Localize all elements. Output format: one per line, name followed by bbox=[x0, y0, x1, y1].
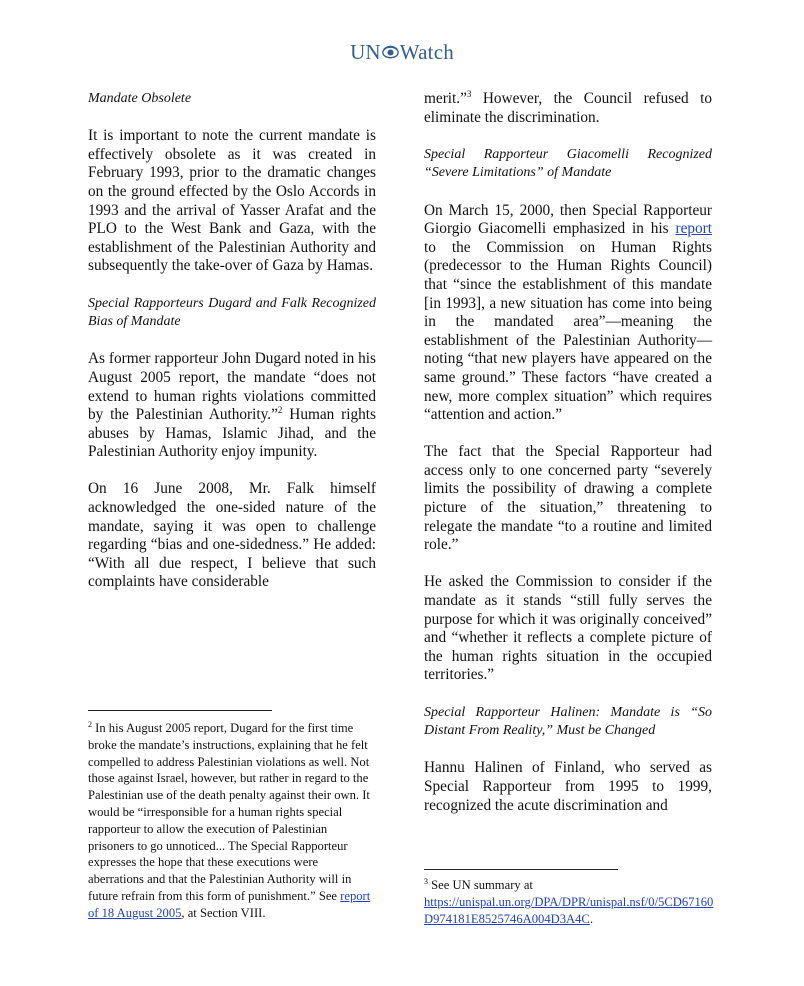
paragraph-giacomelli bbox=[424, 202, 712, 425]
footnote-3-tail: . bbox=[589, 911, 593, 926]
logo-text-watch: Watch bbox=[399, 40, 454, 64]
footnote-2 bbox=[88, 720, 376, 922]
paragraph-giacomelli-text-2: to the Commission on Human Rights (predecessor to the Human Rights Council) that “since the establishment of this mandate [in 1993], a new situation has come into being in the mandated area”—meaning the establishment of the Palestinian Authority— noting “that new players have appeared on the same ground.” These factors “have created a new, more complex situation” which requires “attention and action.” bbox=[424, 238, 712, 424]
paragraph-dugard-text: As former rapporteur John Dugard noted in his August 2005 report, the mandate “does not extend to human rights violations committed by the Palestinian Authority.” bbox=[88, 350, 376, 424]
paragraph-merit-text: merit.” bbox=[424, 90, 467, 107]
footnote-3-text: See UN summary at bbox=[428, 878, 533, 892]
footnote-2-number: 2 bbox=[88, 720, 92, 729]
eye-icon bbox=[382, 44, 399, 61]
heading-mandate-obsolete: Mandate Obsolete bbox=[88, 91, 192, 106]
heading-dugard-falk: Special Rapporteurs Dugard and Falk Recognized Bias of Mandate bbox=[88, 295, 376, 330]
paragraph-obsolete: It is important to note the current mandate is effectively obsolete as it was created in February 1993, prior to the dramatic changes on the ground effected by the Oslo Accords in 1993 and the arrival of Yasser Arafat and the PLO to the West Bank and Gaza, with the establishment of the Palestinian Authority and subsequently the take-over of Gaza by Hamas. bbox=[88, 127, 376, 275]
footnote-2-text: In his August 2005 report, Dugard for the first time broke the mandate’s instructions, explaining that he felt compelled to address Palestinian violations as well. Not those against Israel, however, but rather in regard to the Palestinian use of the death penalty against their own. It would be “irresponsible for a human rights special rapporteur to allow the execution of Palestinian prisoners to go unnoticed... The Special Rapporteur expresses the hope that these executions were aberrations and that the Palestinian Authority will in future refrain from this form of punishment.” See bbox=[88, 721, 370, 903]
left-column bbox=[88, 90, 376, 611]
report-link[interactable]: report bbox=[675, 220, 712, 238]
heading-giacomelli: Special Rapporteur Giacomelli Recognized “Severe Limitations” of Mandate bbox=[424, 146, 712, 181]
paragraph-access: The fact that the Special Rapporteur had access only to one concerned party “severely limits the possibility of drawing a complete picture of the situation,” threatening to relegate the mandate “to a routine and limited role.” bbox=[424, 443, 712, 554]
footnote-3-unispal-link[interactable]: https://unispal.un.org/DPA/DPR/unispal.nsf/0/5CD67160D974181E8525746A004D3A4C bbox=[424, 894, 714, 926]
footnote-ref-2[interactable]: 2 bbox=[277, 405, 283, 416]
footnote-2-report-link[interactable]: report of 18 August 2005 bbox=[88, 888, 371, 920]
footnote-3-number: 3 bbox=[424, 877, 428, 886]
paragraph-commission: He asked the Commission to consider if the mandate as it stands “still fully serves the purpose for which it was originally conceived” and “whether it reflects a complete picture of the human rights situation in the occupied territories.” bbox=[424, 573, 712, 684]
paragraph-merit-text-2: However, the Council refused to eliminate the discrimination. bbox=[424, 90, 712, 126]
footnote-2-tail: , at Section VIII. bbox=[181, 905, 266, 920]
paragraph-merit bbox=[424, 90, 712, 127]
footnote-3 bbox=[424, 877, 714, 927]
paragraph-falk: On 16 June 2008, Mr. Falk himself acknowledged the one-sided nature of the mandate, saying it was open to challenge regarding “bias and one-sidedness.” He added: “With all due respect, I believe that such complaints have considerable bbox=[88, 480, 376, 591]
footnote-ref-3[interactable]: 3 bbox=[466, 89, 472, 99]
paragraph-dugard-text-2: Human rights abuses by Hamas, Islamic Jihad, and the Palestinian Authority enjoy impunity. bbox=[88, 406, 376, 461]
paragraph-giacomelli-text: On March 15, 2000, then Special Rapporteur Giorgio Giacomelli emphasized in his bbox=[424, 201, 712, 238]
paragraph-halinen: Hannu Halinen of Finland, who served as Special Rapporteur from 1995 to 1999, recognized the acute discrimination and bbox=[424, 759, 712, 814]
logo-text-un: UN bbox=[350, 40, 381, 64]
footnote-divider-right bbox=[424, 869, 618, 870]
un-watch-logo bbox=[0, 40, 804, 65]
heading-halinen: Special Rapporteur Halinen: Mandate is “So Distant From Reality,” Must be Changed bbox=[424, 704, 712, 739]
paragraph-dugard bbox=[88, 350, 376, 462]
footnote-divider-left bbox=[88, 710, 272, 711]
right-column bbox=[424, 90, 712, 834]
